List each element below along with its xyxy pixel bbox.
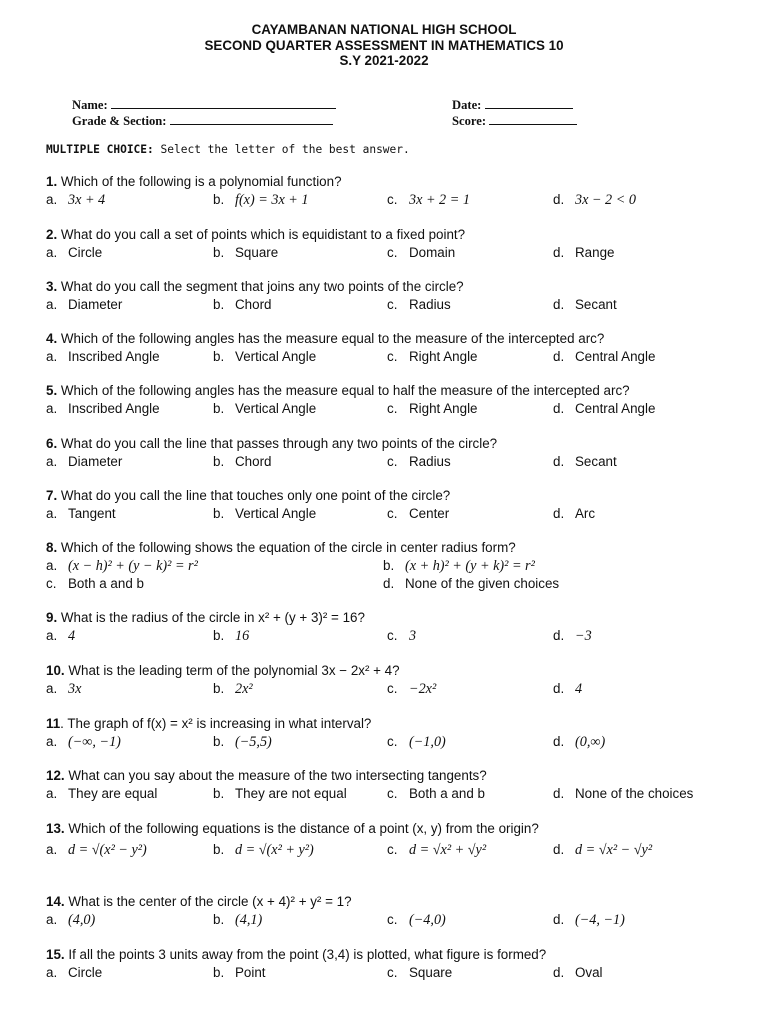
option-c: c. Domain: [387, 244, 456, 260]
grade-section-blank: [170, 113, 333, 125]
question-14: [46, 893, 746, 929]
option-c: c. Right Angle: [387, 348, 478, 364]
option-d: d. −3: [553, 627, 592, 644]
question-text: Which of the following angles has the measure equal to half the measure of the intercepted arc?: [60, 383, 630, 398]
question-13: [46, 820, 746, 859]
question-number: 9.: [46, 610, 58, 625]
question-text: If all the points 3 units away from the point (3,4) is plotted, what figure is formed?: [68, 947, 547, 962]
question-number: 2.: [46, 227, 58, 242]
option-c: c. (−4,0): [387, 911, 446, 928]
option-a: a. Diameter: [46, 296, 123, 312]
option-d: d. Secant: [553, 296, 617, 312]
question-6: [46, 435, 746, 471]
question-text: . The graph of f(x) = x² is increasing in what interval?: [60, 716, 372, 731]
option-c: c. Right Angle: [387, 400, 478, 416]
name-field: [72, 97, 336, 113]
question-text: What do you call the line that passes through any two points of the circle?: [60, 436, 498, 451]
option-c: c. d = √x² + √y²: [387, 841, 487, 858]
option-d: d. d = √x² − √y²: [553, 841, 653, 858]
date-label: Date:: [452, 98, 482, 112]
option-b: b. d = √(x² + y²): [213, 841, 314, 858]
question-4: [46, 330, 746, 366]
option-d: d. 3x − 2 < 0: [553, 191, 636, 208]
question-11: [46, 715, 746, 751]
option-d: d. None of the given choices: [383, 575, 560, 591]
option-c: c. Center: [387, 505, 450, 521]
option-b: b. Point: [213, 964, 266, 980]
option-b: b. Chord: [213, 296, 272, 312]
name-blank: [111, 97, 336, 109]
name-label: Name:: [72, 98, 108, 112]
option-b: b. 16: [213, 627, 250, 644]
question-15: [46, 946, 746, 982]
grade-section-label: Grade & Section:: [72, 114, 167, 128]
question-text: Which of the following equations is the distance of a point (x, y) from the origin?: [68, 821, 539, 836]
option-b: b. 2x²: [213, 680, 253, 697]
question-text: What do you call the line that touches only one point of the circle?: [60, 488, 451, 503]
question-number: 6.: [46, 436, 58, 451]
option-a: a. d = √(x² − y²): [46, 841, 147, 858]
question-number: 1.: [46, 174, 58, 189]
option-a: a. (4,0): [46, 911, 96, 928]
question-number: 11: [46, 716, 61, 731]
option-d: d. Secant: [553, 453, 617, 469]
question-text: What do you call the segment that joins any two points of the circle?: [60, 279, 464, 294]
question-number: 5.: [46, 383, 58, 398]
option-a: a. 3x + 4: [46, 191, 106, 208]
question-text: What is the radius of the circle in x² + (y + 3)² = 16?: [60, 610, 365, 625]
option-b: b. They are not equal: [213, 785, 347, 801]
option-b: b. (−5,5): [213, 733, 272, 750]
option-d: d. None of the choices: [553, 785, 694, 801]
option-d: d. Central Angle: [553, 400, 656, 416]
option-a: a. Tangent: [46, 505, 116, 521]
question-number: 8.: [46, 540, 58, 555]
question-number: 14.: [46, 894, 65, 909]
question-9: [46, 609, 746, 645]
question-2: [46, 226, 746, 262]
question-1: [46, 173, 746, 209]
option-b: b. Vertical Angle: [213, 505, 317, 521]
option-a: a. They are equal: [46, 785, 158, 801]
option-d: d. 4: [553, 680, 583, 697]
score-blank: [489, 113, 577, 125]
document-header: [0, 22, 768, 69]
option-c: c. Both a and b: [46, 575, 144, 591]
school-year: S.Y 2021-2022: [339, 53, 429, 68]
question-text: What can you say about the measure of the two intersecting tangents?: [68, 768, 487, 783]
question-number: 4.: [46, 331, 58, 346]
option-c: c. 3x + 2 = 1: [387, 191, 470, 208]
option-d: d. (−4, −1): [553, 911, 625, 928]
option-c: c. Square: [387, 964, 453, 980]
question-number: 10.: [46, 663, 65, 678]
question-number: 3.: [46, 279, 58, 294]
option-a: a. Circle: [46, 244, 103, 260]
question-12: [46, 767, 746, 803]
option-c: c. (−1,0): [387, 733, 446, 750]
option-a: a. Inscribed Angle: [46, 348, 160, 364]
option-a: a. 3x: [46, 680, 82, 697]
question-3: [46, 278, 746, 314]
grade-section-field: [72, 113, 333, 129]
instructions: [46, 143, 410, 156]
question-text: What is the center of the circle (x + 4)² + y² = 1?: [68, 894, 352, 909]
option-d: d. (0,∞): [553, 733, 606, 750]
option-c: c. Radius: [387, 296, 451, 312]
question-number: 15.: [46, 947, 65, 962]
option-c: c. −2x²: [387, 680, 437, 697]
option-a: a. (x − h)² + (y − k)² = r²: [46, 557, 198, 574]
option-d: d. Arc: [553, 505, 596, 521]
school-name: CAYAMBANAN NATIONAL HIGH SCHOOL: [251, 22, 517, 37]
date-field: [452, 97, 573, 113]
option-c: c. Radius: [387, 453, 451, 469]
question-text: Which of the following is a polynomial function?: [60, 174, 342, 189]
option-d: d. Oval: [553, 964, 603, 980]
option-b: b. Vertical Angle: [213, 400, 317, 416]
option-b: b. f(x) = 3x + 1: [213, 191, 309, 208]
question-number: 13.: [46, 821, 65, 836]
option-a: a. Diameter: [46, 453, 123, 469]
question-text: What do you call a set of points which is equidistant to a fixed point?: [60, 227, 466, 242]
question-text: Which of the following shows the equation of the circle in center radius form?: [60, 540, 516, 555]
question-8: [46, 539, 746, 593]
option-a: a. Inscribed Angle: [46, 400, 160, 416]
instructions-text: Select the letter of the best answer.: [160, 143, 410, 156]
instructions-label: MULTIPLE CHOICE:: [46, 143, 154, 156]
option-c: c. Both a and b: [387, 785, 485, 801]
question-text: What is the leading term of the polynomial 3x − 2x² + 4?: [68, 663, 400, 678]
option-b: b. (x + h)² + (y + k)² = r²: [383, 557, 535, 574]
option-a: a. Circle: [46, 964, 103, 980]
option-b: b. Vertical Angle: [213, 348, 317, 364]
date-blank: [485, 97, 573, 109]
question-number: 12.: [46, 768, 65, 783]
score-field: [452, 113, 577, 129]
option-d: d. Range: [553, 244, 615, 260]
question-7: [46, 487, 746, 523]
question-text: Which of the following angles has the measure equal to the measure of the intercepted arc?: [60, 331, 605, 346]
option-a: a. 4: [46, 627, 76, 644]
option-c: c. 3: [387, 627, 417, 644]
question-10: [46, 662, 746, 698]
option-b: b. Square: [213, 244, 279, 260]
score-label: Score:: [452, 114, 487, 128]
option-b: b. Chord: [213, 453, 272, 469]
option-b: b. (4,1): [213, 911, 263, 928]
option-d: d. Central Angle: [553, 348, 656, 364]
exam-title: SECOND QUARTER ASSESSMENT IN MATHEMATICS 10: [204, 37, 564, 53]
question-5: [46, 382, 746, 418]
option-a: a. (−∞, −1): [46, 733, 121, 750]
question-number: 7.: [46, 488, 58, 503]
